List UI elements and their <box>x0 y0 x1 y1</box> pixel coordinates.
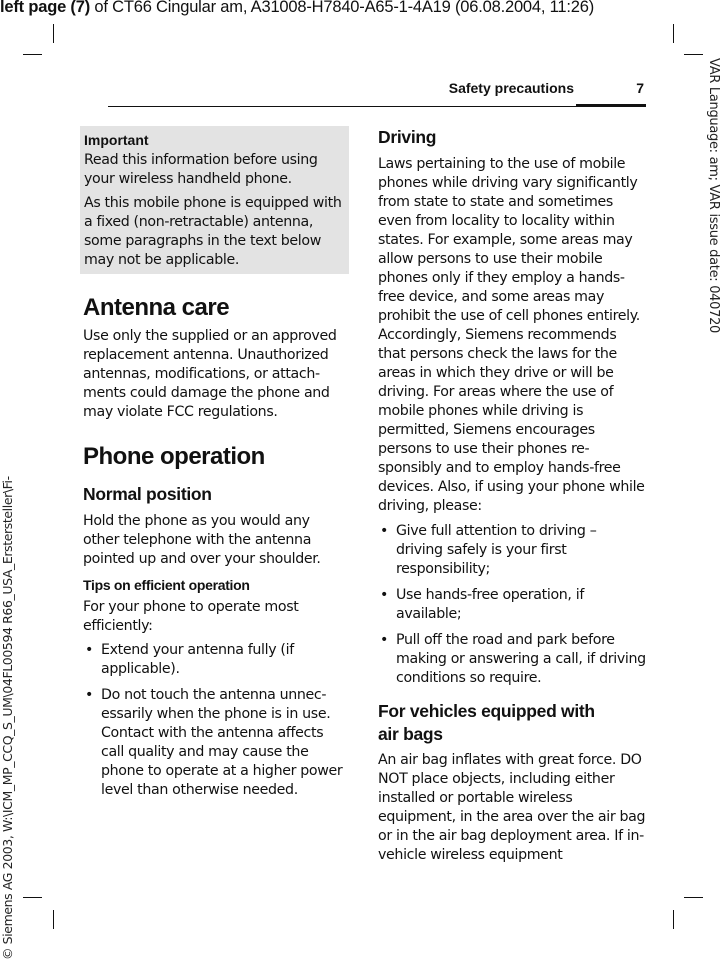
crop-mark-tl-v <box>53 24 54 43</box>
crop-mark-br-v <box>673 910 674 929</box>
crop-mark-br-h <box>684 897 703 898</box>
copyright-path-info: © Siemens AG 2003, W:\ICM_MP_CCQ_S_UM\04FL00594 R66_USA_Erstersteller\Fi- <box>0 476 15 960</box>
section-title: Safety precautions <box>448 80 574 96</box>
print-info-rest: of CT66 Cingular am, A31008-H7840-A65-1-4A19 (06.08.2004, 11:26) <box>90 0 595 16</box>
antenna-care-text: Use only the supplied or an approved replacement antenna. Unauthorized antennas, modifications, or attachments could damage the phone and may violate FCC regulations. <box>83 328 337 420</box>
list-item: • Give full attention to driving – driving safely is your first responsibility; <box>378 522 646 579</box>
air-bags-heading: For vehicles equipped with air bags <box>378 701 595 744</box>
crop-mark-tr-v <box>673 24 674 43</box>
list-item: • Pull off the road and park before making or answering a call, if driving conditions so require. <box>378 631 646 688</box>
page-header <box>108 76 646 108</box>
print-info-line <box>0 0 594 17</box>
var-language-info: VAR Language: am; VAR issue date: 040720 <box>706 58 721 334</box>
important-heading: Important <box>84 132 149 148</box>
crop-mark-bl-h <box>23 897 42 898</box>
tips-list <box>83 641 349 800</box>
right-column <box>378 126 646 865</box>
driving-list <box>378 522 646 688</box>
print-info-bold: left page (7) <box>0 0 90 16</box>
left-column <box>83 126 349 800</box>
list-item: • Extend your antenna fully (if applicable). <box>83 641 349 679</box>
tips-heading: Tips on efficient operation <box>83 577 250 593</box>
important-note-box <box>80 126 349 274</box>
list-item: • Do not touch the antenna unnecessarily when the phone is in use. Contact with the antenna affects call quality and may cause the phone to operate at a higher power level than otherwise needed. <box>83 686 349 800</box>
header-rule-accent <box>576 104 646 107</box>
normal-position-text: Hold the phone as you would any other telephone with the antenna pointed up and over your shoulder. <box>83 513 321 567</box>
driving-heading: Driving <box>378 127 437 147</box>
phone-operation-heading: Phone operation <box>83 443 265 470</box>
driving-text: Laws pertaining to the use of mobile phones while driving vary significantly from state to state and sometimes even from locality to locality within states. For example, some areas may allow persons to use their mobile phones only if they employ a hands-free device, and some areas may prohibit the use of cell phones entirely. Accordingly, Siemens recommends that persons check the laws for the areas in which they drive or will be driving. For areas where the use of mobile phones while driving is permitted, Siemens encourages persons to use their phones responsibly and to employ hands-free devices. Also, if using your phone while driving, please: <box>378 156 645 514</box>
list-item: • Use hands-free operation, if available; <box>378 586 646 624</box>
important-paragraph: As this mobile phone is equipped with a fixed (non-retractable) antenna, some paragraphs in the text below may not be applicable. <box>84 195 342 268</box>
crop-mark-tr-h <box>684 54 703 55</box>
crop-mark-bl-v <box>53 910 54 929</box>
air-bags-text: An air bag inflates with great force. DO NOT place objects, including either installed or portable wireless equipment, in the area over the air bag or in the air bag deployment area. If in-vehicle wireless equipment <box>378 752 646 863</box>
crop-mark-tl-h <box>23 54 42 55</box>
normal-position-heading: Normal position <box>83 484 212 504</box>
tips-intro: For your phone to operate most efficiently: <box>83 599 299 634</box>
important-paragraph: Read this information before using your wireless handheld phone. <box>84 152 318 187</box>
page-number: 7 <box>636 80 644 96</box>
antenna-care-heading: Antenna care <box>83 294 230 321</box>
header-rule <box>108 106 646 107</box>
